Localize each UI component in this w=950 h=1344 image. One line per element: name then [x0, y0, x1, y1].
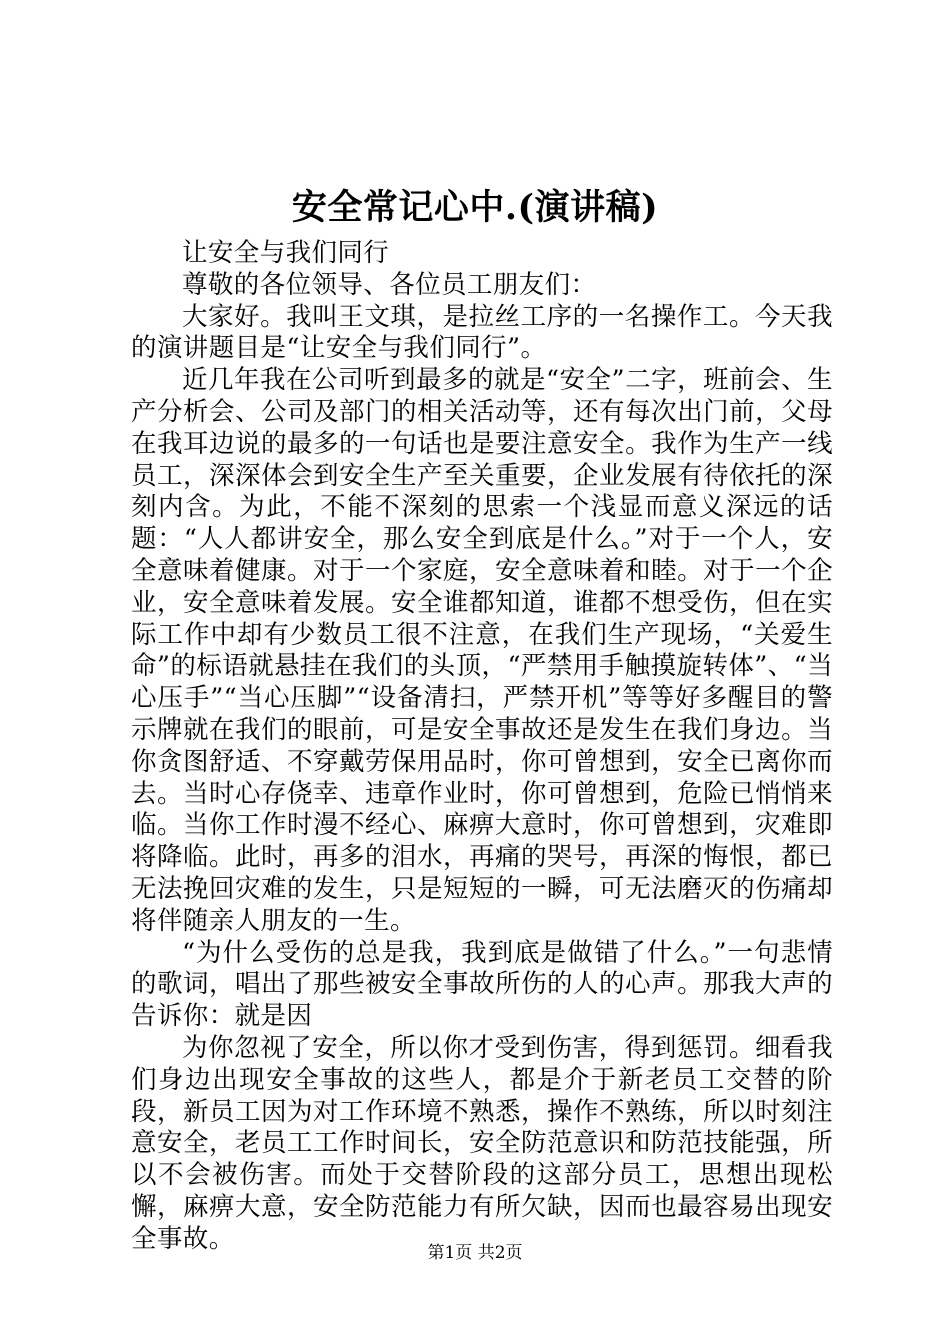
document-body: [131, 238, 833, 1256]
paragraph: 大家好。我叫王文琪，是拉丝工序的一名操作工。今天我的演讲题目是“让安全与我们同行”。: [131, 301, 833, 364]
paragraph-salutation: 尊敬的各位领导、各位员工朋友们：: [182, 269, 597, 300]
paragraph: “为什么受伤的总是我，我到底是做错了什么。”一句悲情的歌词，唱出了那些被安全事故所伤的人的心声。那我大声的告诉你：就是因: [131, 937, 833, 1032]
page-footer: 第1页 共2页: [427, 1243, 523, 1263]
paragraph-heading: 让安全与我们同行: [182, 238, 390, 268]
paragraph: 近几年我在公司听到最多的就是“安全”二字，班前会、生产分析会、公司及部门的相关活动等，还有每次出门前，父母在我耳边说的最多的一句话也是要注意安全。我作为生产一线员工，深深体会到安全生产至关重要，企业发展有待依托的深刻内含。为此，不能不深刻的思索一个浅显而意义深远的话题：“人人都讲安全，那么安全到底是什么。”对于一个人，安全意味着健康。对于一个家庭，安全意味着和睦。对于一个企业，安全意味着发展。安全谁都知道，谁都不想受伤，但在实际工作中却有少数员工很不注意，在我们生产现场，“关爱生命”的标语就悬挂在我们的头顶，“严禁用手触摸旋转体”、“当心压手”“当心压脚”“设备清扫，严禁开机”等等好多醒目的警示牌就在我们的眼前，可是安全事故还是发生在我们身边。当你贪图舒适、不穿戴劳保用品时，你可曾想到，安全已离你而去。当时心存侥幸、违章作业时，你可曾想到，危险已悄悄来临。当你工作时漫不经心、麻痹大意时，你可曾想到，灾难即将降临。此时，再多的泪水，再痛的哭号，再深的悔恨，都已无法挽回灾难的发生，只是短短的一瞬，可无法磨灭的伤痛却将伴随亲人朋友的一生。: [131, 365, 833, 936]
paragraph: 为你忽视了安全，所以你才受到伤害，得到惩罚。细看我们身边出现安全事故的这些人，都是介于新老员工交替的阶段，新员工因为对工作环境不熟悉，操作不熟练，所以时刻注意安全，老员工工作时间长，安全防范意识和防范技能强，所以不会被伤害。而处于交替阶段的这部分员工，思想出现松懈，麻痹大意，安全防范能力有所欠缺，因而也最容易出现安全事故。: [131, 1032, 833, 1254]
document-title: 安全常记心中.(演讲稿): [291, 187, 659, 228]
